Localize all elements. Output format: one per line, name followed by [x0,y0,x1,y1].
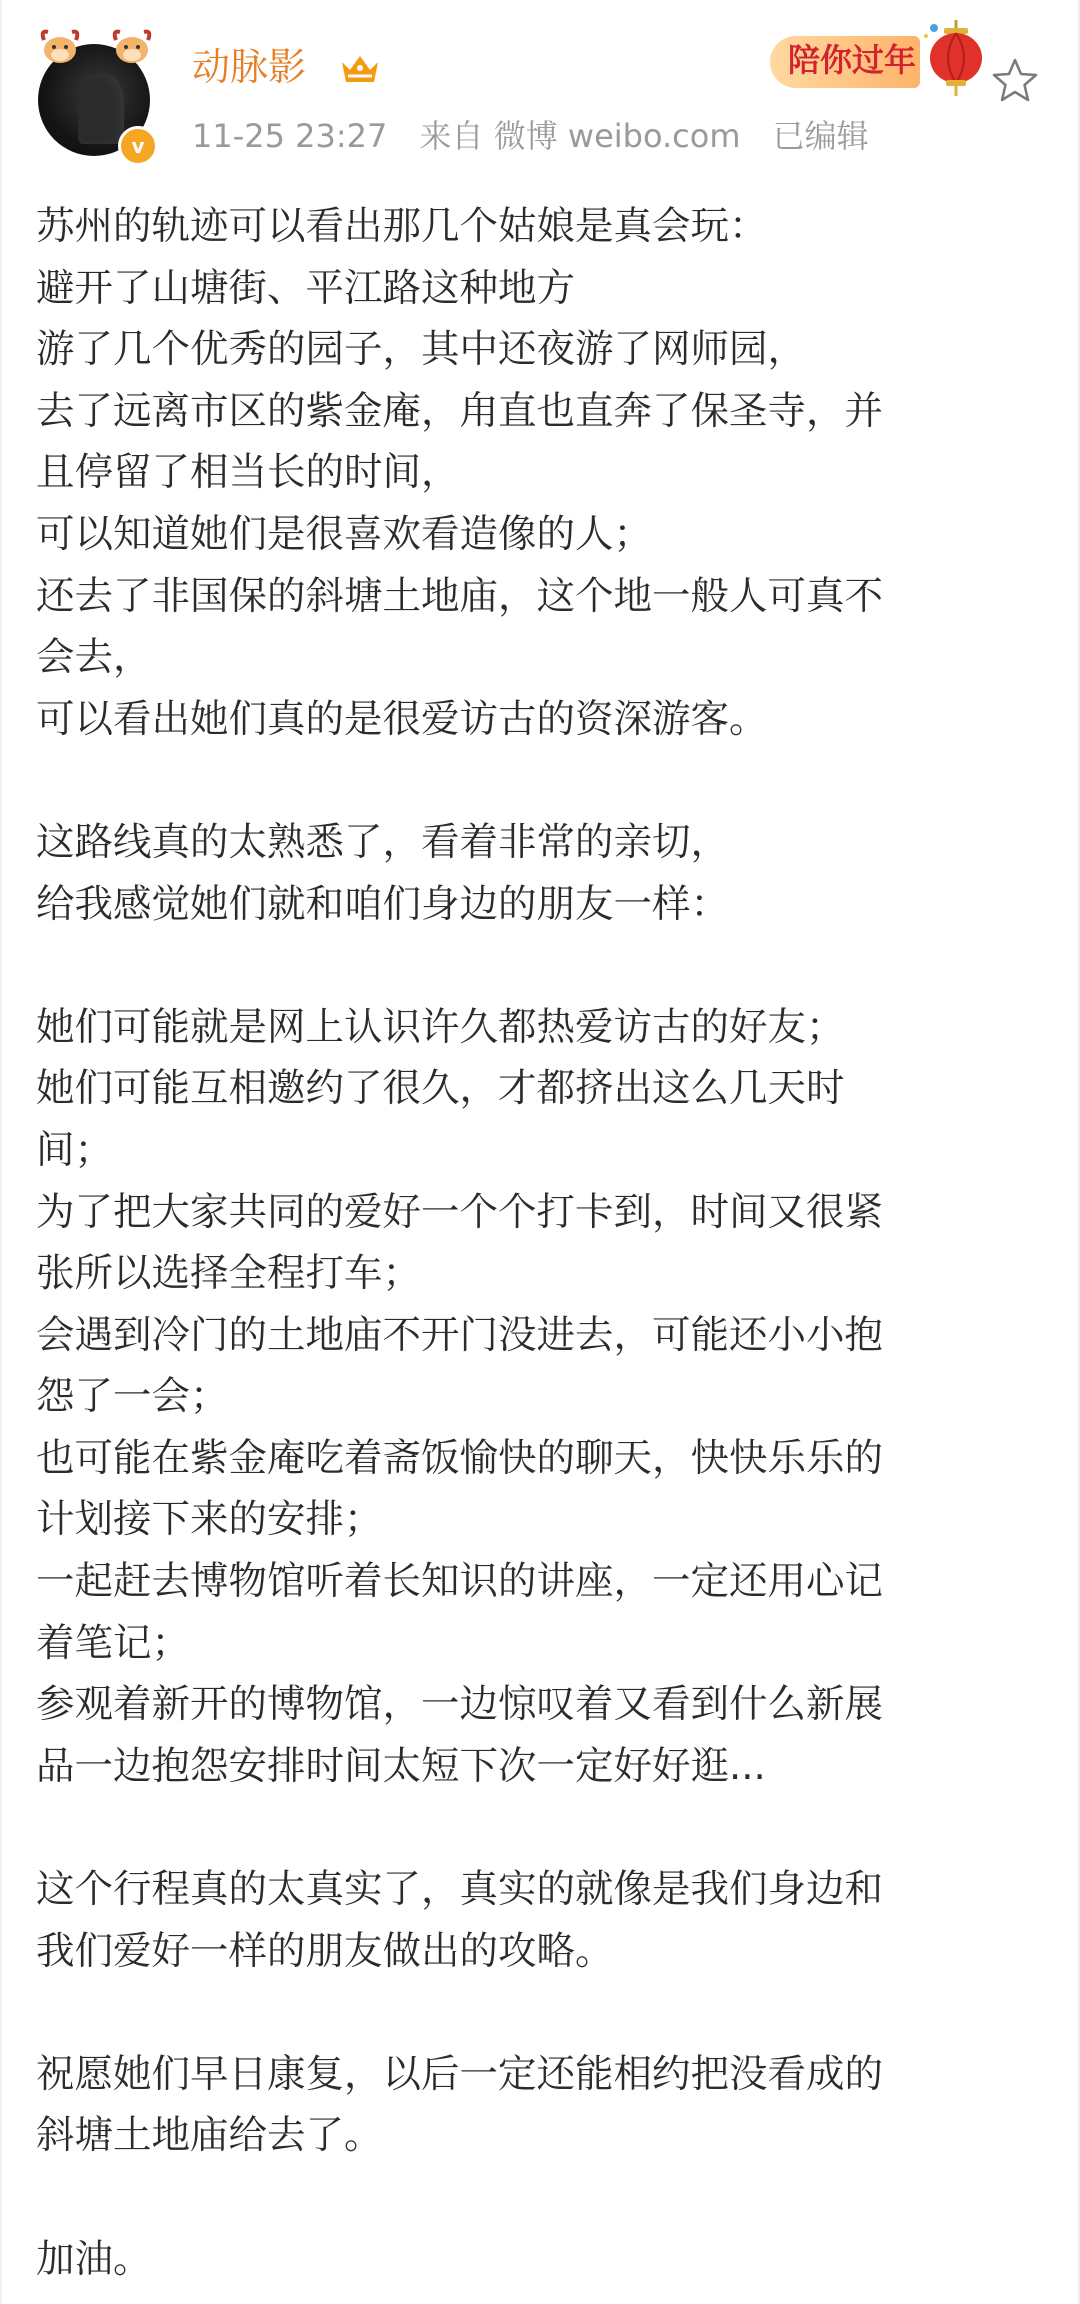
body-text-line: 她们可能就是网上认识许久都热爱访古的好友； [36,1004,845,1050]
body-text-line: 可以知道她们是很喜欢看造像的人； [36,511,653,557]
body-text-line: 也可能在紫金庵吃着斋饭愉快的聊天，快快乐乐的 [36,1435,884,1481]
post-body [36,196,1046,2290]
post-time: 11-25 23:27 [192,117,388,155]
blank-line [36,935,1046,997]
body-text-line: 怨了一会； [36,1374,229,1420]
blank-line [36,750,1046,812]
ox-decoration-icon [38,26,82,66]
body-text-line: 给我感觉她们就和咱们身边的朋友一样： [36,881,730,927]
vip-crown-icon[interactable] [338,52,382,88]
verified-v-icon: v [118,126,158,166]
body-text-line: 为了把大家共同的爱好一个个打卡到，时间又很紧 [36,1189,884,1235]
body-text-line: 可以看出她们真的是很爱访古的资深游客。 [36,696,768,742]
author-name[interactable]: 动脉影 [192,45,307,89]
body-text-line: 一起赶去博物馆听着长知识的讲座，一定还用心记 [36,1559,884,1605]
star-outline-icon[interactable] [990,56,1040,106]
blank-line [36,2167,1046,2229]
body-text-line: 这路线真的太熟悉了，看着非常的亲切， [36,819,730,865]
body-text-line: 着笔记； [36,1620,191,1666]
post-source[interactable]: 来自 微博 weibo.com [419,117,741,155]
avatar-figure [78,74,124,144]
author-avatar[interactable] [36,26,156,160]
body-text-line: 会去， [36,635,152,681]
body-text-line: 祝愿她们早日康复，以后一定还能相约把没看成的 [36,2051,884,2097]
body-text-line: 间； [36,1127,114,1173]
body-text-line: 且停留了相当长的时间， [36,450,460,496]
body-text-line: 参观着新开的博物馆，一边惊叹着又看到什么新展 [36,1682,884,1728]
edited-label[interactable]: 已编辑 [772,117,869,155]
body-text-line: 她们可能互相邀约了很久，才都挤出这么几天时 [36,1066,845,1112]
body-text-line: 去了远离市区的紫金庵，甪直也直奔了保圣寺，并 [36,388,884,434]
body-text-line: 还去了非国保的斜塘土地庙，这个地一般人可真不 [36,573,884,619]
body-text-line: 计划接下来的安排； [36,1497,383,1543]
body-text-line: 避开了山塘街、平江路这种地方 [36,265,576,311]
festival-badge[interactable] [770,12,1000,102]
post-meta [192,117,891,155]
body-text-line: 这个行程真的太真实了，真实的就像是我们身边和 [36,1867,884,1913]
body-text-line: 会遇到冷门的土地庙不开门没进去，可能还小小抱 [36,1312,884,1358]
left-border [0,0,2,2304]
blank-line [36,1982,1046,2044]
body-text-line: 斜塘土地庙给去了。 [36,2113,383,2159]
blank-line [36,1797,1046,1859]
ox-decoration-icon [110,26,154,66]
lantern-icon [920,20,986,96]
body-text-line: 张所以选择全程打车； [36,1251,422,1297]
body-text-line: 加油。 [36,2236,152,2282]
post-header [0,0,1080,170]
body-text-line: 苏州的轨迹可以看出那几个姑娘是真会玩： [36,204,768,249]
body-text-line: 我们爱好一样的朋友做出的攻略。 [36,1928,614,1974]
festival-text: 陪你过年 [788,41,917,79]
body-text-line: 游了几个优秀的园子，其中还夜游了网师园， [36,327,807,373]
body-text-line: 品一边抱怨安排时间太短下次一定好好逛... [36,1743,766,1789]
